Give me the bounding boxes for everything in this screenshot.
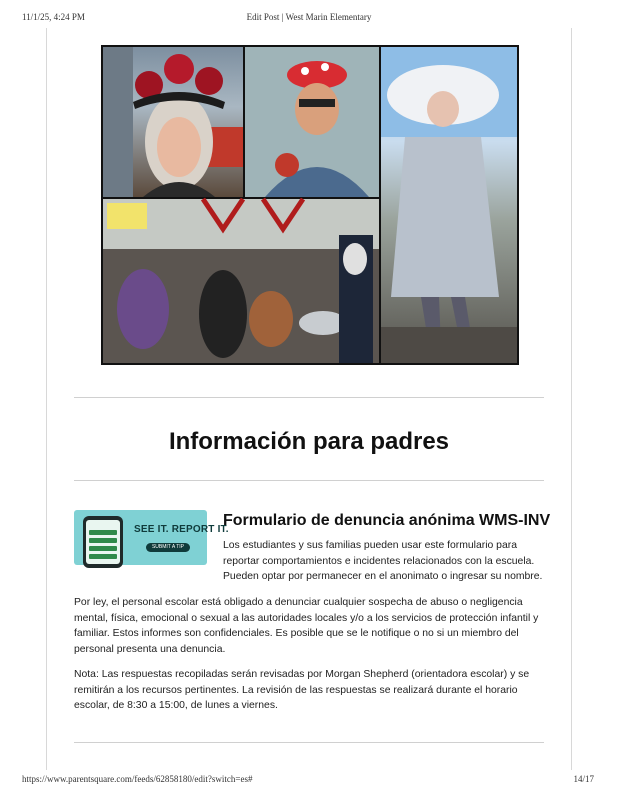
section-title: Información para padres xyxy=(168,428,450,455)
photo-collage xyxy=(101,45,519,365)
photo-man-mushroom-hat xyxy=(245,47,379,197)
phone-icon xyxy=(83,516,123,568)
form-description: Los estudiantes y sus familias pueden usar este formulario para reportar comportamientos e incidentes relacionados con la escuela. Pueden optar por permanecer en el anonimato o ingresar su nombre. xyxy=(223,540,543,582)
paragraph-legal-notice: Por ley, el personal escolar está obligado a denunciar cualquier sospecha de abuso o negligencia mental, física, emocional o sexual a las autoridades locales y/o a los servicios de protección infantil y familiar. Estos informes son confidenciales. Es posible que se le notifique o no si un miembro del personal presenta una denuncia. xyxy=(74,597,539,655)
paragraph-review-note: Nota: Las respuestas recopiladas serán revisadas por Morgan Shepherd (orientadora escolar) y se remitirán a los recursos pertinentes. La revisión de las respuestas se realizará durante el horario escolar, de 8:30 a 15:00, de lunes a viernes. xyxy=(74,669,530,711)
divider xyxy=(74,742,544,743)
see-it-report-it-banner[interactable] xyxy=(74,510,229,565)
divider xyxy=(74,397,544,398)
print-page-title: Edit Post | West Marin Elementary xyxy=(246,12,372,22)
promo-headline: SEE IT. REPORT IT. xyxy=(134,524,229,535)
page-border-right xyxy=(571,28,572,770)
photo-children-turtle-costume xyxy=(103,199,379,363)
divider xyxy=(74,480,544,481)
photo-woman-rose-headdress xyxy=(103,47,243,197)
print-datetime: 11/1/25, 4:24 PM xyxy=(22,12,85,22)
print-url: https://www.parentsquare.com/feeds/62858180/edit?switch=es# xyxy=(22,774,253,784)
photo-jellyfish-costume xyxy=(381,47,517,363)
form-title[interactable]: Formulario de denuncia anónima WMS-INV xyxy=(223,512,551,529)
submit-tip-button[interactable]: SUBMIT A TIP xyxy=(146,543,190,552)
page-border-left xyxy=(46,28,47,770)
print-page-number: 14/17 xyxy=(573,774,594,784)
